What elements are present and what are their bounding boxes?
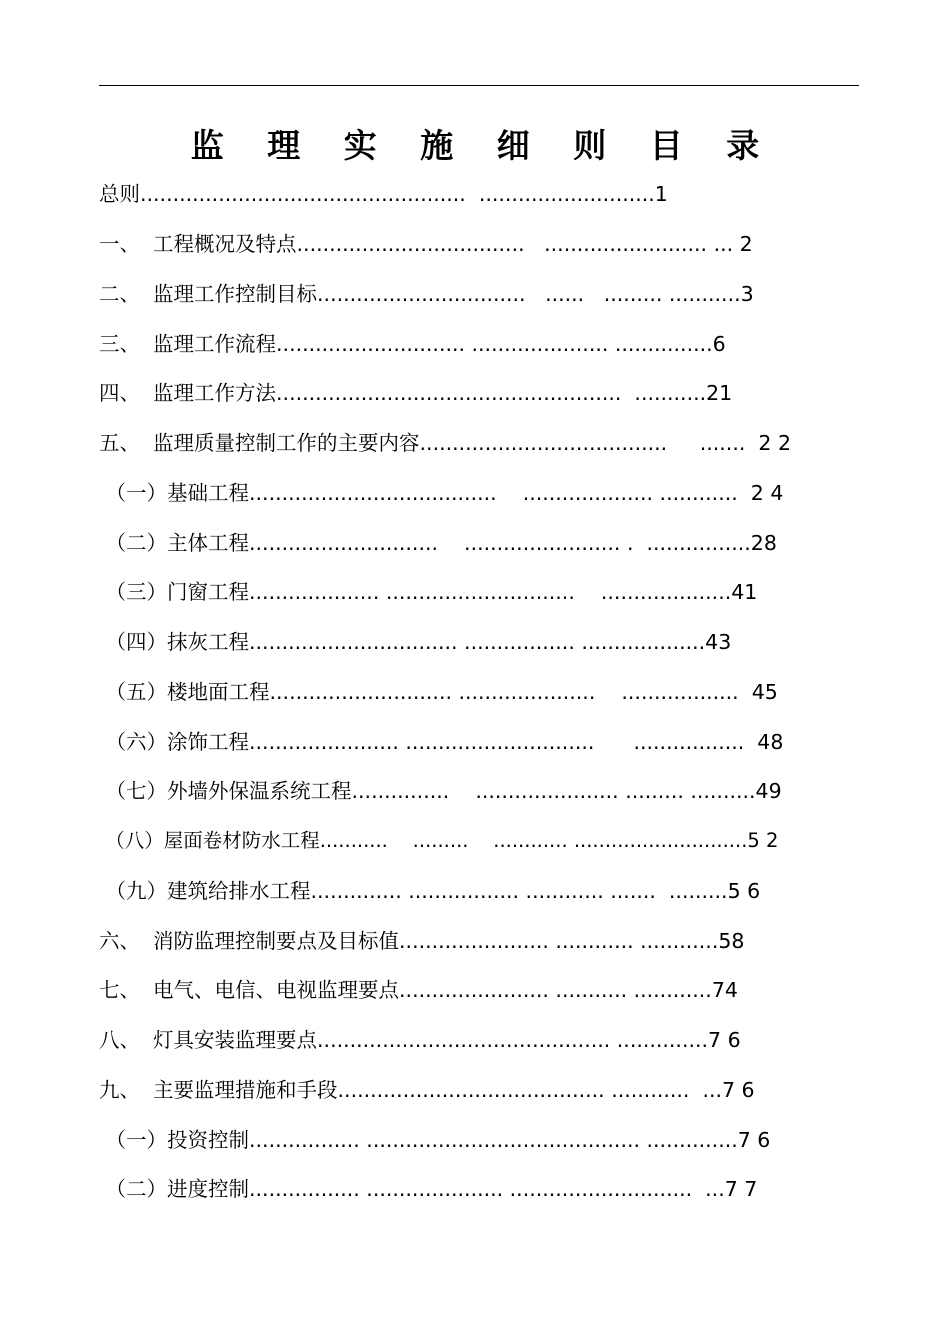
toc-subentry-5-6: （六）涂饰工程....................... ............................. ................. 48 (99, 730, 784, 754)
toc-subentry-5-1: （一）基础工程...................................... .................... ............ 2 4 (99, 481, 784, 505)
toc-subentry-9-1: （一）投资控制................. .......................................... ..............7 6 (99, 1128, 771, 1152)
toc-entry-1: 一、 工程概况及特点................................... ......................... ... 2 (99, 232, 753, 256)
header-rule (99, 85, 859, 86)
toc-entry-general: 总则.................................................. ...........................1 (99, 182, 668, 206)
toc-entry-6: 六、 消防监理控制要点及目标值....................... ............ ............58 (99, 929, 745, 953)
toc-entry-8: 八、 灯具安装监理要点............................................. ..............7 6 (99, 1028, 741, 1052)
toc-subentry-9-2: （二）进度控制................. ..................... ............................ ...7 7 (99, 1177, 758, 1201)
toc-entry-7: 七、 电气、电信、电视监理要点....................... ........... ............74 (99, 978, 738, 1002)
toc-subentry-5-5: （五）楼地面工程............................ ..................... .................. 45 (99, 680, 778, 704)
toc-entry-4: 四、 监理工作方法..................................................... ...........21 (99, 381, 733, 405)
toc-entry-3: 三、 监理工作流程............................. ..................... ...............6 (99, 332, 726, 356)
toc-subentry-5-8: （八）屋面卷材防水工程........... ......... ............ ............................5 2 (99, 829, 779, 852)
toc-subentry-5-7: （七）外墙外保温系统工程............... ...................... ......... ..........49 (99, 779, 782, 803)
toc-entry-2: 二、 监理工作控制目标................................ ...... ......... ...........3 (99, 282, 754, 306)
toc-subentry-5-3: （三）门窗工程.................... ............................. ....................41 (99, 580, 758, 604)
toc-subentry-5-9: （九）建筑给排水工程.............. ................. ............ ....... .........5 6 (99, 879, 761, 903)
toc-entry-5: 五、 监理质量控制工作的主要内容...................................... ....... 2 2 (99, 431, 791, 455)
toc-subentry-5-4: （四）抹灰工程................................ ................. ...................43 (99, 630, 732, 654)
toc-entry-9: 九、 主要监理措施和手段......................................... ............ ...7 6 (99, 1078, 755, 1102)
page-title: 监 理 实 施 细 则 目 录 (190, 126, 776, 165)
toc-subentry-5-2: （二）主体工程............................. ........................ . ................28 (99, 531, 777, 555)
